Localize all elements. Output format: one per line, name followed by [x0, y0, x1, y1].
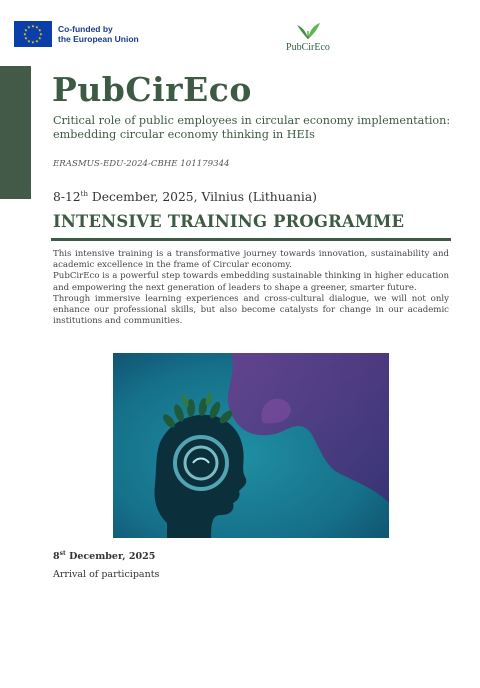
funding-line-2: the European Union: [58, 34, 139, 44]
eu-star-icon: ★: [31, 39, 35, 45]
event-dates: [53, 190, 317, 204]
page-title: PubCirEco: [52, 70, 252, 109]
eu-funding-badge: [14, 21, 139, 47]
funding-line-1: Co-funded by: [58, 24, 113, 34]
eu-star-icon: ★: [24, 35, 28, 41]
day-1-date: 8: [53, 551, 60, 563]
eu-star-icon: ★: [39, 31, 43, 37]
eu-star-icon: ★: [27, 38, 31, 44]
eu-star-icon: ★: [27, 24, 31, 30]
schedule-day-1-item: Arrival of participants: [53, 569, 160, 580]
eu-star-icon: ★: [38, 27, 42, 33]
intro-text: [53, 249, 449, 327]
funding-text: [58, 24, 139, 44]
intro-paragraph-2: PubCirEco is a powerful step towards embedding sustainable thinking in higher education and empowering the next generation of leaders to shape a greener, smarter future.: [53, 271, 449, 293]
event-date-suffix: th: [80, 190, 88, 198]
programme-title: INTENSIVE TRAINING PROGRAMME: [53, 212, 405, 231]
day-1-rest: December, 2025: [65, 551, 156, 563]
project-logo: [276, 22, 340, 53]
leaf-icon: [295, 22, 321, 40]
eu-star-icon: ★: [23, 31, 27, 37]
intro-paragraph-3: Through immersive learning experiences and cross-cultural dialogue, we will not only enhance our professional skills, but also become catalysts for change in our academic institutions and communities.: [53, 293, 449, 327]
schedule-day-1-heading: [53, 550, 155, 562]
eu-star-icon: ★: [35, 24, 39, 30]
event-date-start: 8-12: [53, 190, 81, 205]
event-date-rest: December, 2025, Vilnius (Lithuania): [87, 190, 317, 205]
page-subtitle: Critical role of public employees in circular economy implementation: embedding circular economy thinking in HEIs: [53, 114, 451, 141]
title-divider: [51, 238, 451, 241]
project-code: ERASMUS-EDU-2024-CBHE 101179344: [53, 159, 230, 169]
logo-text: PubCirEco: [286, 42, 330, 53]
eu-star-icon: ★: [35, 38, 39, 44]
eu-star-icon: ★: [24, 27, 28, 33]
eu-star-icon: ★: [38, 35, 42, 41]
eu-flag-icon: [14, 21, 52, 47]
day-1-suffix: st: [59, 550, 66, 557]
eu-star-icon: ★: [31, 23, 35, 29]
decorative-side-bar: [0, 66, 31, 199]
hero-illustration: [113, 353, 389, 538]
intro-paragraph-1: This intensive training is a transformative journey towards innovation, sustainability and academic excellence in the frame of Circular economy.: [53, 249, 449, 271]
